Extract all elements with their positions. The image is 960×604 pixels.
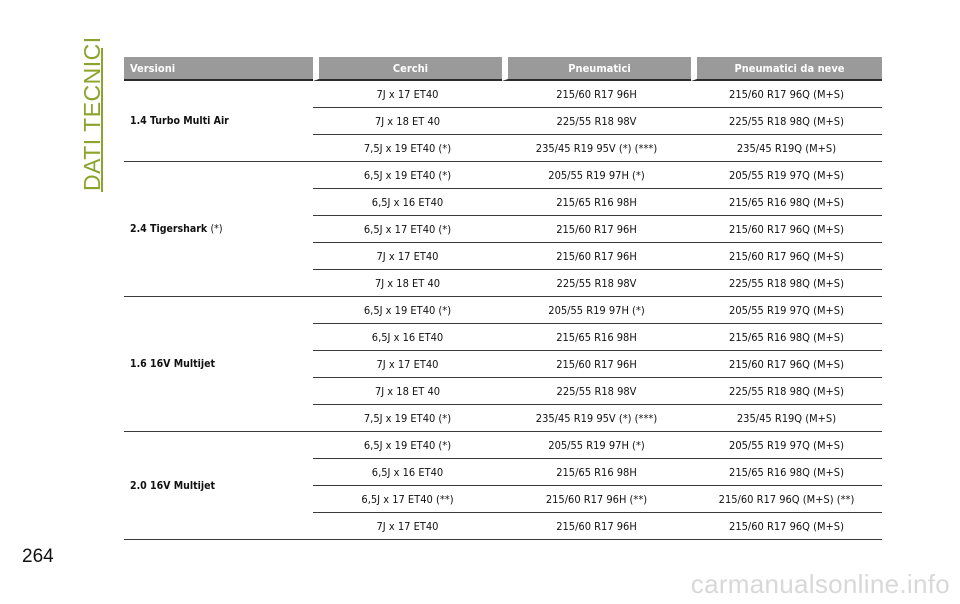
tyre-cell: 215/60 R17 96H (**) (502, 486, 691, 513)
tyre-cell: 205/55 R19 97H (*) (502, 162, 691, 189)
version-name: 1.4 Turbo Multi Air (130, 115, 229, 127)
header-cerchi: Cerchi (313, 57, 502, 81)
tyre-cell: 235/45 R19 95V (*) (***) (502, 135, 691, 162)
snow-tyre-cell: 215/65 R16 98Q (M+S) (691, 459, 882, 486)
snow-tyre-cell: 215/60 R17 96Q (M+S) (691, 81, 882, 108)
rim-cell: 6,5J x 16 ET40 (313, 459, 502, 486)
rim-cell: 6,5J x 19 ET40 (*) (313, 432, 502, 459)
page-number: 264 (22, 546, 54, 567)
version-cell (124, 81, 313, 162)
table-row (124, 162, 882, 189)
rim-cell: 6,5J x 16 ET40 (313, 324, 502, 351)
table-header-row (124, 57, 882, 81)
snow-tyre-cell: 205/55 R19 97Q (M+S) (691, 162, 882, 189)
table-row (124, 297, 882, 324)
version-cell (124, 297, 313, 432)
snow-tyre-cell: 215/60 R17 96Q (M+S) (691, 216, 882, 243)
tyre-cell: 215/65 R16 98H (502, 189, 691, 216)
snow-tyre-cell: 215/60 R17 96Q (M+S) (**) (691, 486, 882, 513)
tyre-cell: 215/65 R16 98H (502, 459, 691, 486)
snow-tyre-cell: 215/60 R17 96Q (M+S) (691, 513, 882, 540)
tyre-cell: 225/55 R18 98V (502, 378, 691, 405)
snow-tyre-cell: 225/55 R18 98Q (M+S) (691, 270, 882, 297)
version-cell (124, 162, 313, 297)
rim-cell: 7,5J x 19 ET40 (*) (313, 135, 502, 162)
rim-cell: 7J x 18 ET 40 (313, 378, 502, 405)
version-name: 1.6 16V Multijet (130, 358, 216, 370)
tyre-cell: 215/60 R17 96H (502, 513, 691, 540)
snow-tyre-cell: 205/55 R19 97Q (M+S) (691, 432, 882, 459)
rim-cell: 7,5J x 19 ET40 (*) (313, 405, 502, 432)
header-versioni: Versioni (124, 57, 313, 81)
tyre-cell: 225/55 R18 98V (502, 270, 691, 297)
table-row (124, 432, 882, 459)
rim-cell: 7J x 17 ET40 (313, 81, 502, 108)
snow-tyre-cell: 215/65 R16 98Q (M+S) (691, 324, 882, 351)
snow-tyre-cell: 205/55 R19 97Q (M+S) (691, 297, 882, 324)
rim-cell: 7J x 18 ET 40 (313, 270, 502, 297)
rim-cell: 7J x 17 ET40 (313, 351, 502, 378)
tyre-cell: 205/55 R19 97H (*) (502, 297, 691, 324)
rim-cell: 7J x 18 ET 40 (313, 108, 502, 135)
tyre-cell: 235/45 R19 95V (*) (***) (502, 405, 691, 432)
tyre-table (124, 57, 882, 540)
table-body (124, 81, 882, 540)
snow-tyre-cell: 215/60 R17 96Q (M+S) (691, 351, 882, 378)
rim-cell: 6,5J x 16 ET40 (313, 189, 502, 216)
tyre-cell: 215/60 R17 96H (502, 81, 691, 108)
tyre-cell: 205/55 R19 97H (*) (502, 432, 691, 459)
snow-tyre-cell: 215/65 R16 98Q (M+S) (691, 189, 882, 216)
version-note: (*) (210, 223, 223, 235)
table-row (124, 81, 882, 108)
version-name: 2.4 Tigershark (130, 223, 208, 235)
version-cell (124, 432, 313, 540)
header-pneumatici: Pneumatici (502, 57, 691, 81)
rim-cell: 6,5J x 17 ET40 (**) (313, 486, 502, 513)
snow-tyre-cell: 215/60 R17 96Q (M+S) (691, 243, 882, 270)
rim-cell: 6,5J x 17 ET40 (*) (313, 216, 502, 243)
snow-tyre-cell: 235/45 R19Q (M+S) (691, 405, 882, 432)
rim-cell: 6,5J x 19 ET40 (*) (313, 162, 502, 189)
rim-cell: 7J x 17 ET40 (313, 513, 502, 540)
tyre-cell: 215/60 R17 96H (502, 243, 691, 270)
snow-tyre-cell: 235/45 R19Q (M+S) (691, 135, 882, 162)
tyre-cell: 215/65 R16 98H (502, 324, 691, 351)
section-title: DATI TECNICI (79, 36, 105, 191)
header-pneumatici-neve: Pneumatici da neve (691, 57, 882, 81)
tyre-cell: 225/55 R18 98V (502, 108, 691, 135)
rim-cell: 7J x 17 ET40 (313, 243, 502, 270)
rim-cell: 6,5J x 19 ET40 (*) (313, 297, 502, 324)
snow-tyre-cell: 225/55 R18 98Q (M+S) (691, 108, 882, 135)
tyre-cell: 215/60 R17 96H (502, 216, 691, 243)
snow-tyre-cell: 225/55 R18 98Q (M+S) (691, 378, 882, 405)
watermark: carmanualsonline.info (690, 569, 950, 599)
tyre-cell: 215/60 R17 96H (502, 351, 691, 378)
version-name: 2.0 16V Multijet (130, 479, 216, 492)
